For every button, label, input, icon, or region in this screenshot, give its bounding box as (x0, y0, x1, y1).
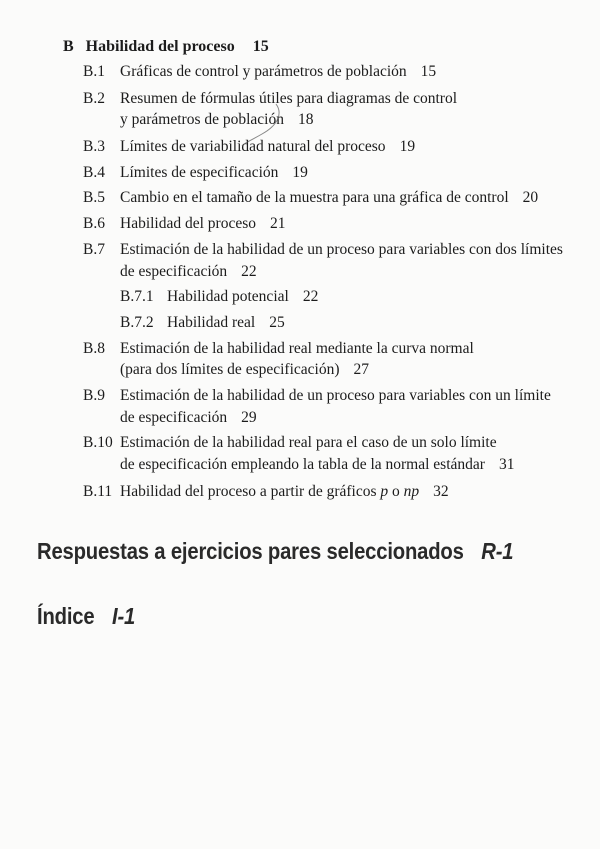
entry-page: 29 (241, 409, 257, 426)
toc-entry-b2 (83, 89, 583, 131)
entry-number: B.10 (83, 434, 113, 451)
entry-title-conj: o (392, 483, 400, 500)
entry-title: Habilidad del proceso (120, 215, 257, 232)
section-letter: B (63, 38, 74, 55)
toc-entry-b1 (83, 62, 583, 82)
entry-number: B.6 (83, 215, 105, 232)
toc-entry-b4 (83, 163, 583, 183)
entry-number: B.7 (83, 241, 105, 258)
toc-entry-b3 (83, 137, 583, 157)
section-b-heading (63, 37, 269, 57)
section-page: 15 (252, 38, 269, 55)
entry-title: Estimación de la habilidad real mediante la curva normal (120, 340, 474, 357)
index-page: I-1 (112, 603, 136, 629)
answers-page: R-1 (481, 538, 514, 564)
entry-title-cont: (para dos límites de especificación) (120, 361, 340, 378)
toc-entry-b10 (83, 433, 583, 475)
entry-page: 22 (241, 263, 257, 280)
entry-page: 32 (433, 483, 449, 500)
entry-number: B.1 (83, 63, 105, 80)
entry-page: 15 (420, 63, 437, 80)
entry-number: B.7.2 (120, 314, 154, 331)
entry-number: B.7.1 (120, 288, 154, 305)
entry-title: Resumen de fórmulas útiles para diagramas de control (120, 90, 458, 107)
entry-page: 31 (498, 456, 515, 473)
answers-heading (37, 538, 513, 565)
entry-number: B.8 (83, 340, 105, 357)
toc-entry-b8 (83, 339, 583, 381)
entry-title-cont: de especificación empleando la tabla de la normal estándar (120, 456, 485, 473)
entry-title: Cambio en el tamaño de la muestra para una gráfica de control (120, 189, 509, 206)
entry-title-cont: y parámetros de población (120, 111, 284, 128)
entry-page: 21 (270, 215, 286, 232)
entry-title: Límites de especificación (120, 164, 279, 181)
entry-title: Gráficas de control y parámetros de población (120, 63, 407, 80)
toc-entry-b6 (83, 214, 583, 234)
toc-entry-b7 (83, 240, 583, 282)
entry-title-cont: de especificación (120, 409, 228, 426)
toc-entry-b5 (83, 188, 583, 208)
entry-number: B.2 (83, 90, 105, 107)
entry-page: 19 (292, 164, 308, 181)
entry-number: B.9 (83, 387, 105, 404)
entry-line (120, 62, 436, 82)
entry-page: 18 (297, 111, 314, 128)
entry-page: 25 (269, 314, 285, 331)
entry-title-var-p: p (380, 483, 389, 500)
entry-page: 22 (302, 288, 319, 305)
entry-title: Habilidad del proceso a partir de gráficos (120, 483, 377, 500)
entry-title-cont: de especificación (120, 263, 228, 280)
entry-title: Estimación de la habilidad real para el caso de un solo límite (120, 434, 497, 451)
entry-title: Estimación de la habilidad de un proceso para variables con dos límites (120, 241, 563, 258)
entry-title: Habilidad real (167, 314, 256, 331)
index-title: Índice (37, 603, 95, 629)
section-title: Habilidad del proceso (85, 38, 235, 55)
entry-page: 20 (522, 189, 539, 206)
toc-entry-b7-2 (120, 313, 580, 333)
entry-title: Estimación de la habilidad de un proceso para variables con un límite (120, 387, 551, 404)
entry-number: B.3 (83, 138, 105, 155)
entry-number: B.11 (83, 483, 113, 500)
index-heading (37, 603, 135, 630)
entry-title: Habilidad potencial (167, 288, 289, 305)
entry-title: Límites de variabilidad natural del proceso (120, 138, 386, 155)
entry-title-var-np: np (403, 483, 420, 500)
entry-page: 27 (353, 361, 369, 378)
toc-entry-b9 (83, 386, 583, 428)
toc-entry-b11 (83, 482, 583, 502)
entry-page: 19 (399, 138, 416, 155)
toc-entry-b7-1 (120, 287, 580, 307)
entry-number: B.4 (83, 164, 105, 181)
answers-title: Respuestas a ejercicios pares seleccionados (37, 538, 464, 564)
entry-number: B.5 (83, 189, 105, 206)
